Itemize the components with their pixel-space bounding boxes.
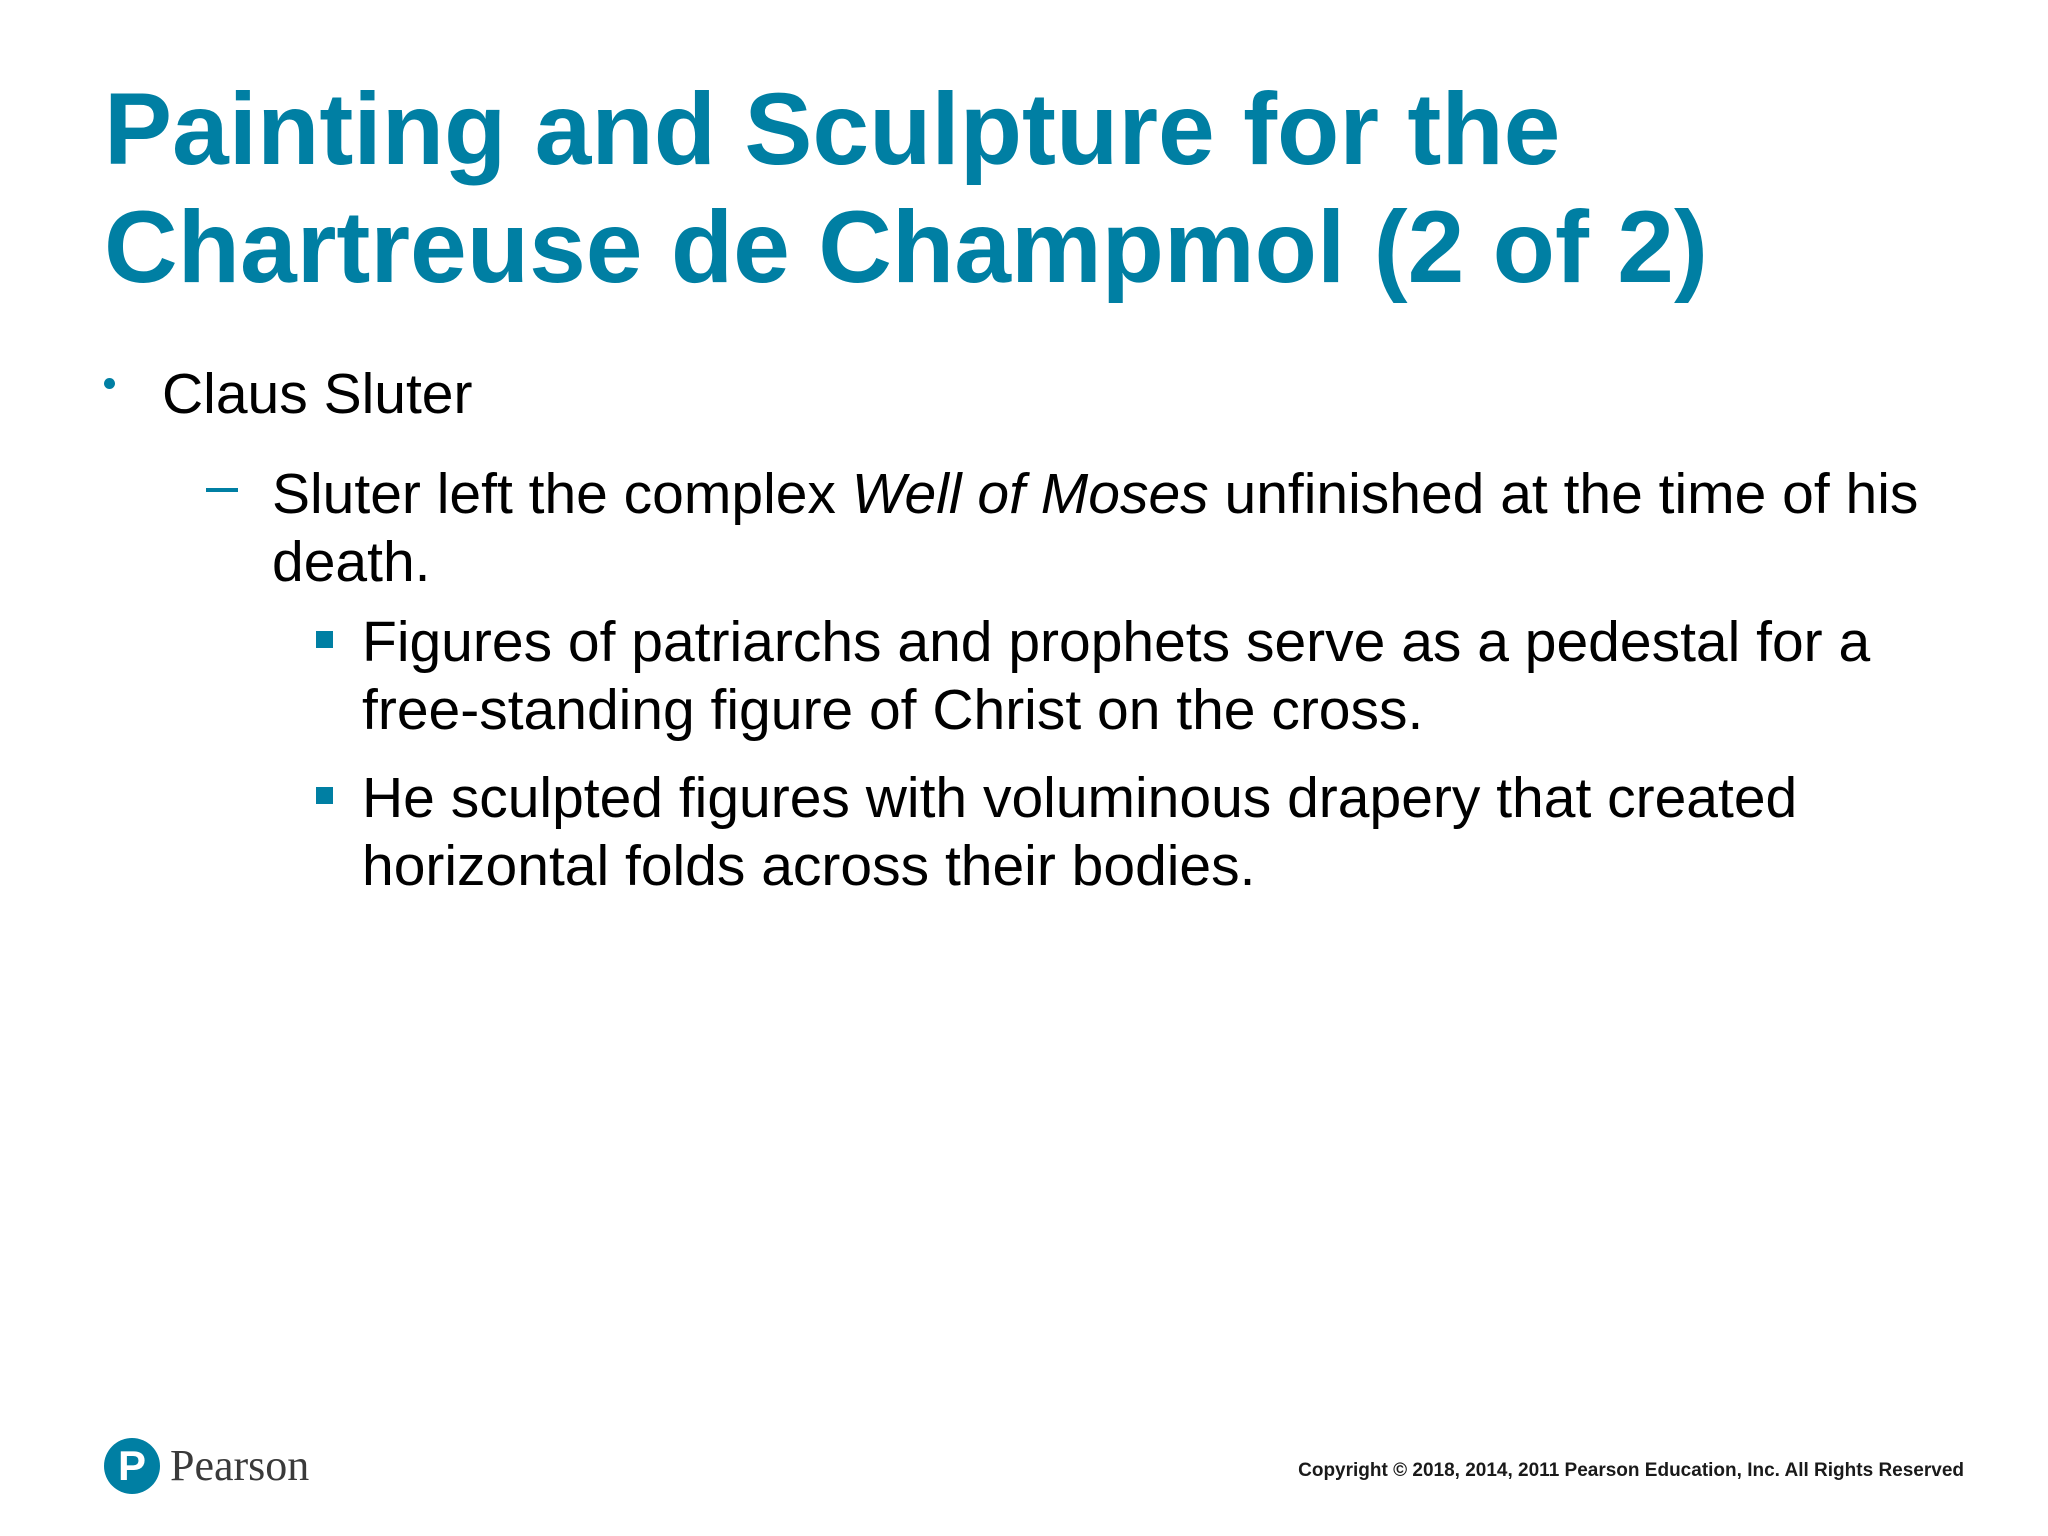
pearson-logo-icon xyxy=(104,1438,160,1494)
bullet-text: He sculpted figures with voluminous drapery that created horizontal folds across their bodies. xyxy=(362,766,1798,898)
artwork-title: Well of Moses xyxy=(851,462,1209,526)
square-bullet-icon xyxy=(316,787,333,804)
title-line-2: Chartreuse de Champmol (2 of 2) xyxy=(104,190,1708,304)
bullet-text xyxy=(272,460,1972,596)
logo-wordmark: Pearson xyxy=(170,1441,310,1490)
bullet-text-pre: Sluter left the complex xyxy=(272,462,852,526)
pearson-logo xyxy=(104,1438,309,1494)
round-bullet-icon xyxy=(104,378,115,389)
logo-letter: P xyxy=(117,1442,146,1489)
bullet-text: Claus Sluter xyxy=(162,362,473,426)
copyright-notice: Copyright © 2018, 2014, 2011 Pearson Education, Inc. All Rights Reserved xyxy=(1298,1460,1964,1481)
title-line-1: Painting and Sculpture for the xyxy=(104,72,1561,186)
bullet-text-post: unfinished at the time of his death. xyxy=(272,462,1919,594)
dash-bullet-icon xyxy=(206,488,238,492)
square-bullet-icon xyxy=(316,631,333,648)
bullet-text: Figures of patriarchs and prophets serve as a pedestal for a free-standing figure of Christ on the cross. xyxy=(362,610,1871,742)
slide-title xyxy=(104,70,1944,306)
